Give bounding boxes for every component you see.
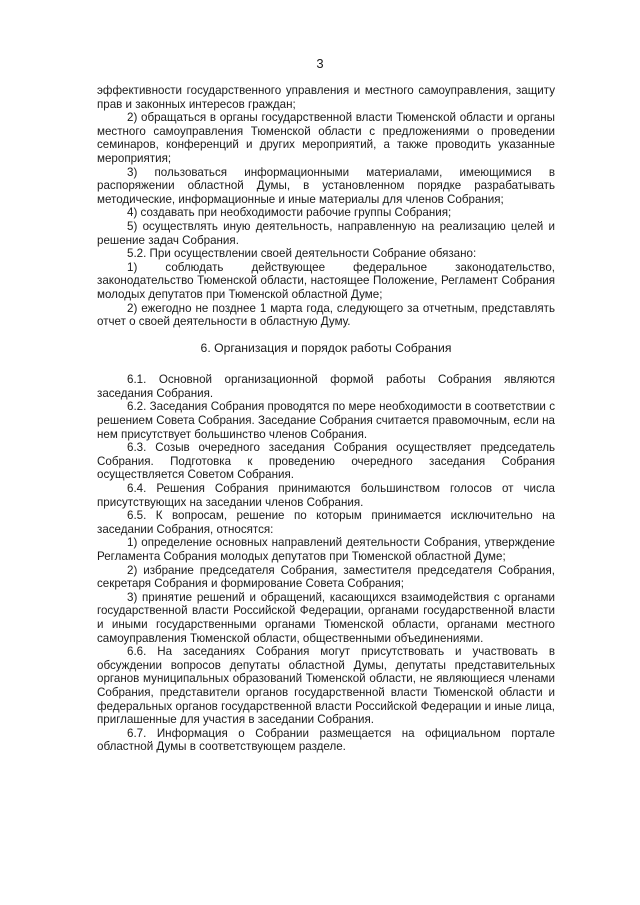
- paragraph-6-5-item-3: 3) принятие решений и обращений, касающихся взаимодействия с органами государственной власти Российской Федерации, органами государственной власти и иными государственными органами Тюменской области, органами местного самоуправления Тюменской области, общественными объединениями.: [97, 590, 555, 645]
- paragraph-continuation: эффективности государственного управления и местного самоуправления, защиту прав и законных интересов граждан;: [97, 84, 555, 111]
- paragraph-6-5-item-2: 2) избрание председателя Собрания, заместителя председателя Собрания, секретаря Собрания и формирование Совета Собрания;: [97, 563, 555, 591]
- paragraph-duty-2: 2) ежегодно не позднее 1 марта года, следующего за отчетным, представлять отчет о своей деятельности в областную Думу.: [97, 301, 555, 329]
- page-number: 3: [316, 56, 324, 71]
- paragraph-6-5-item-1: 1) определение основных направлений деятельности Собрания, утверждение Регламента Собрания молодых депутатов при Тюменской областной Думе;: [97, 536, 555, 563]
- paragraph-6-2: 6.2. Заседания Собрания проводятся по мере необходимости в соответствии с решением Совета Собрания. Заседание Собрания считается правомочным, если на нем присутствует большинство членов Собрания.: [97, 400, 555, 441]
- paragraph-6-3: 6.3. Созыв очередного заседания Собрания осуществляет председатель Собрания. Подготовка к проведению очередного заседания Собрания осуществляется Советом Собрания.: [97, 441, 555, 482]
- paragraph-6-7: 6.7. Информация о Собрании размещается на официальном портале областной Думы в соответствующем разделе.: [97, 726, 555, 754]
- document-body: [97, 84, 555, 754]
- section-heading: 6. Организация и порядок работы Собрания: [200, 340, 452, 355]
- paragraph-6-1: 6.1. Основной организационной формой работы Собрания являются заседания Собрания.: [97, 373, 555, 400]
- paragraph-right-4: 4) создавать при необходимости рабочие группы Собрания;: [127, 206, 452, 220]
- paragraph-duty-1: 1) соблюдать действующее федеральное законодательство, законодательство Тюменской области, настоящее Положение, Регламент Собрания молодых депутатов при Тюменской областной Думе;: [97, 260, 555, 301]
- paragraph-5-2: 5.2. При осуществлении своей деятельности Собрание обязано:: [127, 247, 477, 261]
- paragraph-6-6: 6.6. На заседаниях Собрания могут присутствовать и участвовать в обсуждении вопросов депутаты областной Думы, депутаты представительных органов муниципальных образований Тюменской области, не являющиеся членами Собрания, представители органов государственной власти Тюменской области и федеральных органов государственной власти Российской Федерации и иные лица, приглашенные для участия в заседании Собрания.: [97, 645, 555, 727]
- paragraph-6-4: 6.4. Решения Собрания принимаются большинством голосов от числа присутствующих на заседании членов Собрания.: [97, 482, 555, 509]
- paragraph-right-5: 5) осуществлять иную деятельность, направленную на реализацию целей и решение задач Собрания.: [97, 219, 555, 247]
- paragraph-right-2: 2) обращаться в органы государственной власти Тюменской области и органы местного самоуправления Тюменской области с предложениями о проведении семинаров, конференций и других мероприятий, а также проводить указанные мероприятия;: [97, 111, 555, 165]
- paragraph-6-5: 6.5. К вопросам, решение по которым принимается исключительно на заседании Собрания, относятся:: [97, 509, 555, 536]
- paragraph-right-3: 3) пользоваться информационными материалами, имеющимися в распоряжении областной Думы, в установленном порядке разрабатывать методические, информационные и иные материалы для членов Собрания;: [97, 165, 555, 206]
